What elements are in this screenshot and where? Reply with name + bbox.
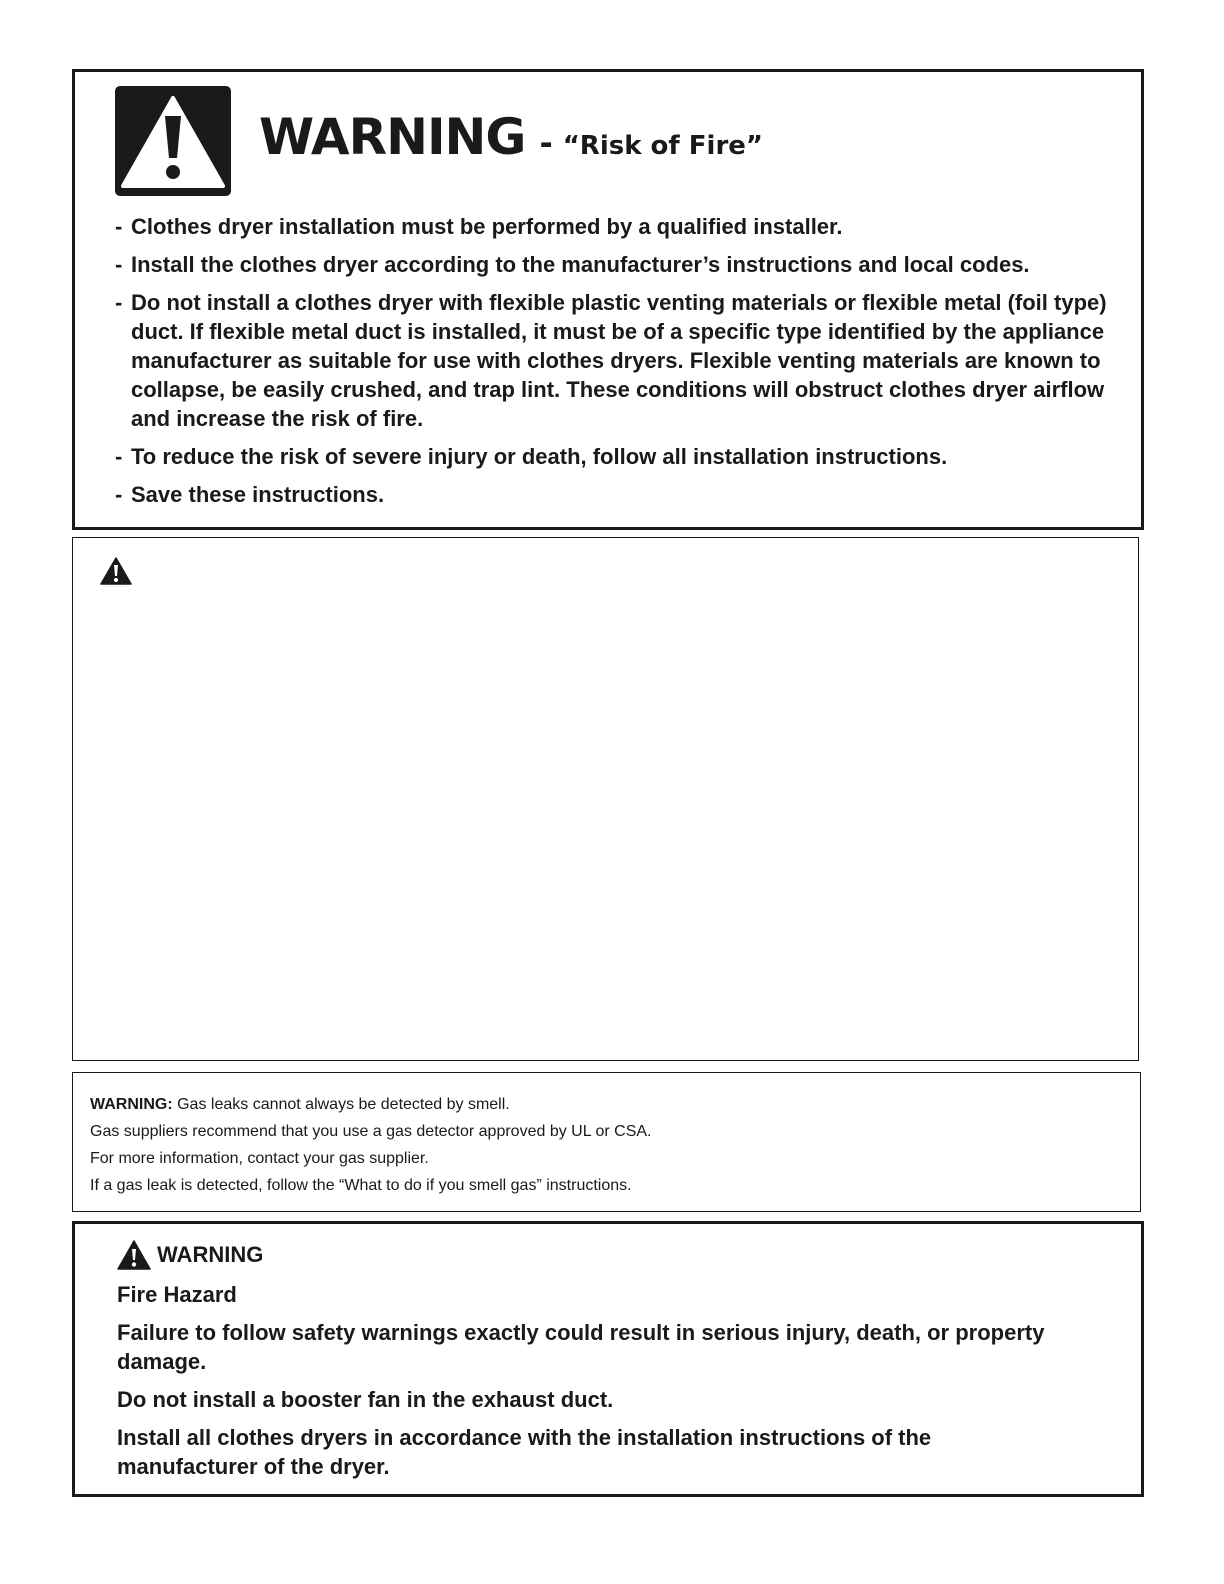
list-item: If a gas leak is detected, follow the “What to do if you smell gas” instructions.: [90, 1177, 632, 1194]
warning-triangle-icon: [115, 86, 231, 196]
list-item: - Save these instructions.: [115, 482, 385, 507]
list-item: For more information, contact your gas supplier.: [90, 1150, 429, 1167]
hazard-paragraph: Do not install a booster fan in the exhaust duct.: [117, 1387, 614, 1412]
fire-warning-subtitle: “Risk of Fire”: [562, 131, 763, 161]
risk-of-fire-warning-box: [72, 69, 1144, 530]
gas-warning-label: WARNING:: [90, 1096, 173, 1113]
fire-warning-title: WARNING: [259, 108, 526, 166]
blank-warning-box: [72, 537, 1139, 1061]
list-item: - Install the clothes dryer according to the manufacturer’s instructions and local codes.: [115, 252, 1030, 277]
list-item: WARNING: Gas leaks cannot always be detected by smell.: [90, 1096, 510, 1113]
fire-warning-list: [115, 212, 1125, 518]
hazard-warning-label: WARNING: [157, 1242, 264, 1267]
hazard-paragraph: Install all clothes dryers in accordance with the installation instructions of the manufacturer of the dryer.: [117, 1425, 932, 1479]
list-item: - Clothes dryer installation must be performed by a qualified installer.: [115, 214, 843, 239]
hazard-title: Fire Hazard: [117, 1282, 237, 1307]
fire-warning-heading: [259, 108, 763, 166]
gas-leak-warning-box: [72, 1072, 1141, 1212]
list-item: Gas suppliers recommend that you use a gas detector approved by UL or CSA.: [90, 1123, 652, 1140]
hazard-warning-heading: [117, 1240, 263, 1270]
gas-warning-lines: [90, 1091, 651, 1199]
warning-triangle-icon: [100, 557, 132, 585]
fire-hazard-warning-box: [72, 1221, 1144, 1497]
hazard-paragraph: Failure to follow safety warnings exactly could result in serious injury, death, or property damage.: [117, 1320, 1045, 1374]
warning-triangle-icon: [117, 1240, 151, 1270]
hazard-text: [117, 1280, 1077, 1490]
list-item: - To reduce the risk of severe injury or death, follow all installation instructions.: [115, 444, 948, 469]
list-item: - Do not install a clothes dryer with flexible plastic venting materials or flexible metal (foil type) duct. If flexible metal duct is installed, it must be of a specific type identified by the appliance manufacturer as suitable for use with clothes dryers. Flexible venting materials are known to collapse, be easily crushed, and trap lint. These conditions will obstruct clothes dryer airflow and increase the risk of fire.: [115, 290, 1107, 431]
fire-warning-separator: -: [539, 124, 553, 162]
